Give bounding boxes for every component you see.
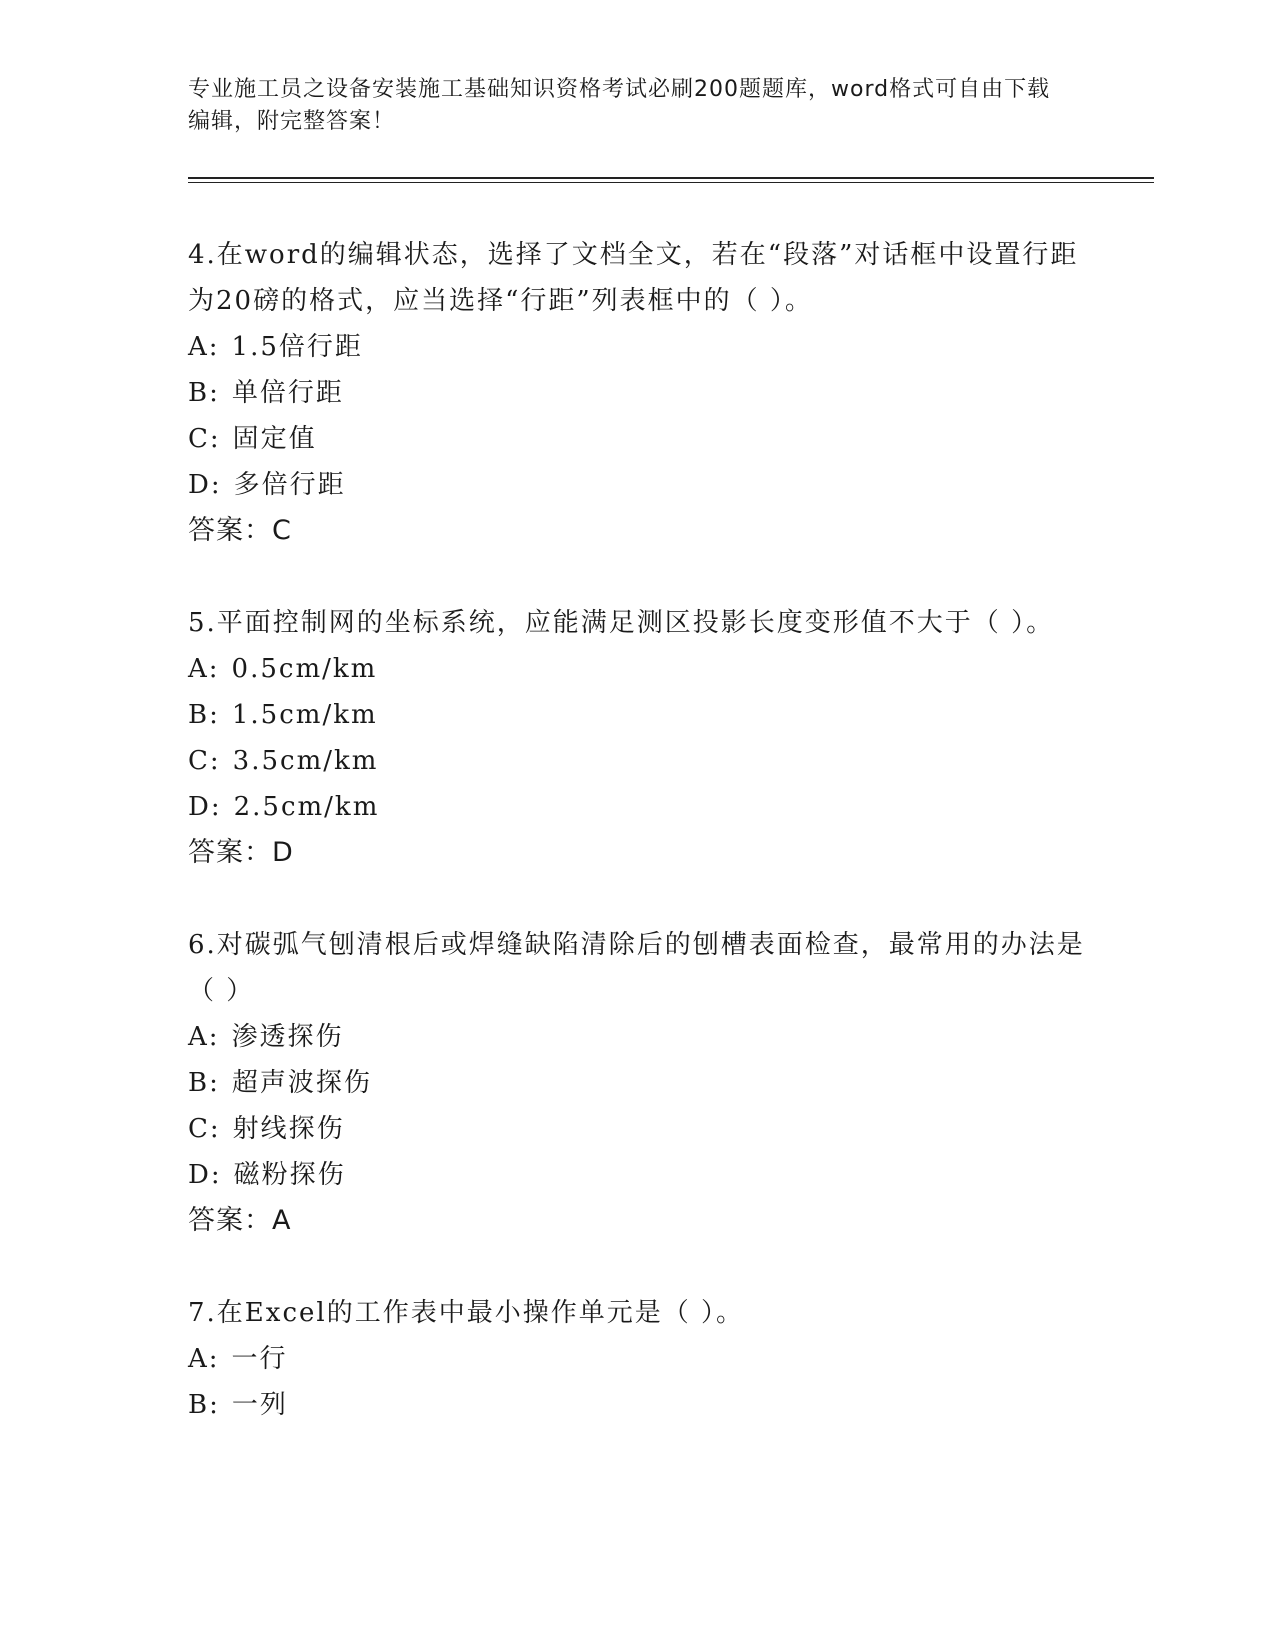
question-item <box>188 1290 1088 1428</box>
option-key: D: <box>188 792 222 822</box>
option-key: A: <box>188 332 220 362</box>
option-key: A: <box>188 654 220 684</box>
option-b <box>188 1382 1088 1428</box>
option-key: C: <box>188 746 221 776</box>
question-text: 4.在word的编辑状态，选择了文档全文，若在“段落”对话框中设置行距为20磅的格式，应当选择“行距”列表框中的（ ）。 <box>188 240 1079 316</box>
option-c <box>188 416 1088 462</box>
option-value: 固定值 <box>232 424 317 454</box>
option-b <box>188 692 1088 738</box>
option-value: 1.5倍行距 <box>231 332 363 362</box>
option-a <box>188 1014 1088 1060</box>
option-key: C: <box>188 424 221 454</box>
option-value: 单倍行距 <box>231 378 344 408</box>
answer-text: 答案：A <box>188 1205 292 1236</box>
answer-text: 答案：C <box>188 515 292 546</box>
question-item <box>188 922 1088 1244</box>
option-b <box>188 370 1088 416</box>
document-header: 专业施工员之设备安装施工基础知识资格考试必刷200题题库，word格式可自由下载编辑，附完整答案！ <box>188 77 1051 134</box>
option-c <box>188 738 1088 784</box>
answer-text: 答案：D <box>188 837 294 868</box>
option-value: 一行 <box>231 1344 288 1374</box>
option-a <box>188 1336 1088 1382</box>
option-a <box>188 646 1088 692</box>
option-key: A: <box>188 1344 220 1374</box>
option-b <box>188 1060 1088 1106</box>
option-d <box>188 784 1088 830</box>
option-key: B: <box>188 1390 220 1420</box>
option-value: 0.5cm/km <box>231 654 378 684</box>
option-value: 超声波探伤 <box>231 1068 372 1098</box>
option-value: 多倍行距 <box>233 470 346 500</box>
question-text: 7.在Excel的工作表中最小操作单元是（ ）。 <box>188 1298 744 1328</box>
question-item <box>188 600 1088 876</box>
option-value: 一列 <box>231 1390 288 1420</box>
option-value: 磁粉探伤 <box>233 1160 346 1190</box>
option-value: 2.5cm/km <box>233 792 380 822</box>
option-key: B: <box>188 700 220 730</box>
option-value: 射线探伤 <box>232 1114 345 1144</box>
question-list <box>188 232 1088 1474</box>
option-list <box>188 646 1088 830</box>
option-value: 3.5cm/km <box>232 746 379 776</box>
option-key: B: <box>188 378 220 408</box>
question-text: 6.对碳弧气刨清根后或焊缝缺陷清除后的刨槽表面检查，最常用的办法是（ ） <box>188 930 1085 1006</box>
option-value: 渗透探伤 <box>231 1022 344 1052</box>
option-key: D: <box>188 1160 222 1190</box>
option-list <box>188 1014 1088 1198</box>
option-key: A: <box>188 1022 220 1052</box>
option-value: 1.5cm/km <box>231 700 378 730</box>
option-key: C: <box>188 1114 221 1144</box>
option-c <box>188 1106 1088 1152</box>
option-list <box>188 1336 1088 1428</box>
option-d <box>188 462 1088 508</box>
question-text: 5.平面控制网的坐标系统，应能满足测区投影长度变形值不大于（ ）。 <box>188 608 1055 638</box>
option-key: B: <box>188 1068 220 1098</box>
option-list <box>188 324 1088 508</box>
question-item <box>188 232 1088 554</box>
option-key: D: <box>188 470 222 500</box>
option-d <box>188 1152 1088 1198</box>
option-a <box>188 324 1088 370</box>
header-divider <box>188 177 1154 183</box>
